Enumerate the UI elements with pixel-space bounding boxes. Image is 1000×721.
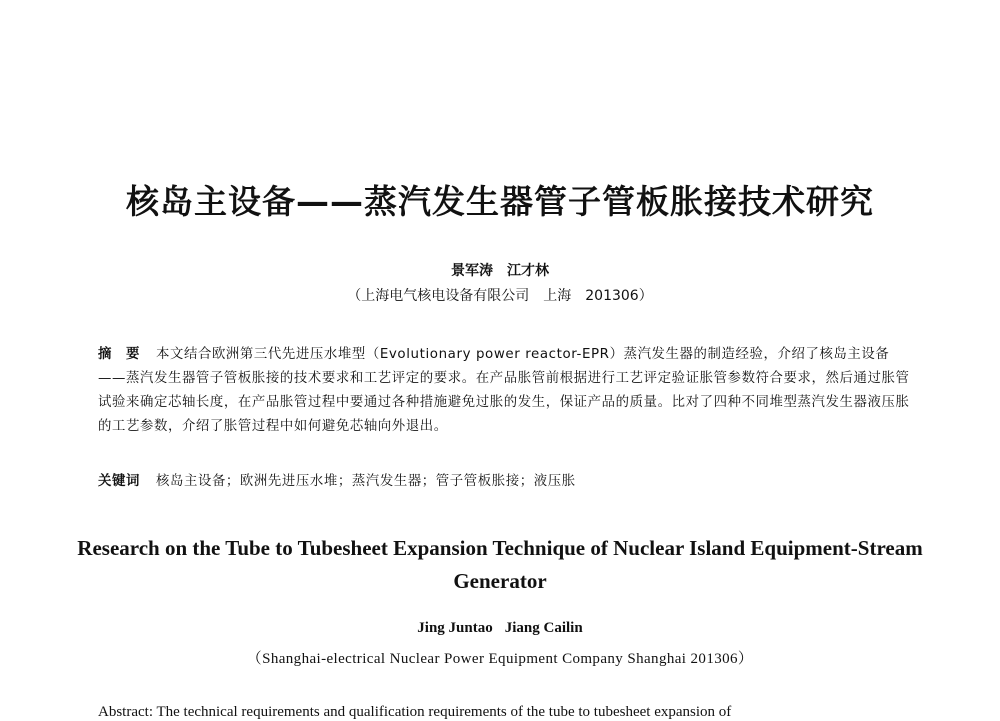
affiliation-chinese: （上海电气核电设备有限公司 上海 201306） (347, 288, 653, 304)
keywords-label-cn: 关键词 (98, 474, 140, 489)
title-chinese: 核岛主设备——蒸汽发生器管子管板胀接技术研究 (126, 182, 874, 221)
abstract-english-partial: Abstract: The technical requirements and qualification requirements of the tube to tubesheet expansion of (98, 704, 732, 720)
author-1-cn: 景军涛 (451, 263, 493, 279)
author-2-en: Jiang Cailin (504, 620, 583, 636)
keywords-text-cn: 核岛主设备；欧洲先进压水堆；蒸汽发生器；管子管板胀接；液压胀 (155, 474, 576, 489)
author-1-en: Jing Juntao (417, 620, 493, 636)
authors-english (0, 620, 1000, 637)
abstract-label-cn: 摘 要 (98, 347, 140, 362)
keywords-chinese (98, 472, 910, 492)
authors-chinese (0, 260, 1000, 280)
abstract-text-cn: 本文结合欧洲第三代先进压水堆型（Evolutionary power reactor-EPR）蒸汽发生器的制造经验，介绍了核岛主设备——蒸汽发生器管子管板胀接的技术要求和工艺评定的要求。在产品胀管前根据进行工艺评定验证胀管参数符合要求，然后通过胀管试验来确定芯轴长度，在产品胀管过程中要通过各种措施避免过胀的发生，保证产品的质量。比对了四种不同堆型蒸汽发生器液压胀的工艺参数，介绍了胀管过程中如何避免芯轴向外退出。 (98, 347, 910, 434)
abstract-chinese (98, 343, 910, 439)
title-english: Research on the Tube to Tubesheet Expansion Technique of Nuclear Island Equipment-Stream Generator (77, 536, 923, 593)
author-2-cn: 江才林 (507, 263, 549, 279)
affiliation-english: （Shanghai-electrical Nuclear Power Equipment Company Shanghai 201306） (246, 651, 754, 667)
